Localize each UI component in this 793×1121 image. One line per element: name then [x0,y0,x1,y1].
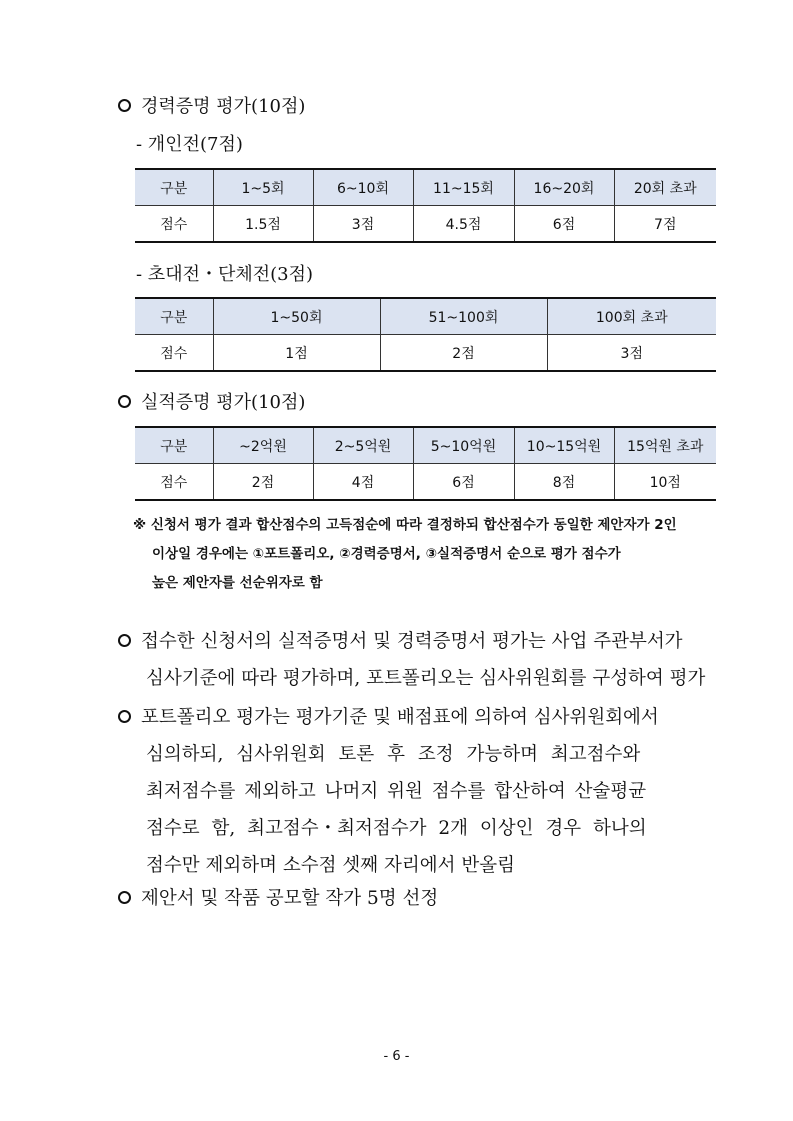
table-header-cell: 10~15억원 [514,427,614,464]
table-header-cell: ~2억원 [213,427,313,464]
table-row [135,206,716,243]
section-title: 실적증명 평가(10점) [141,392,306,413]
note-line: 이상일 경우에는 ①포트폴리오, ②경력증명서, ③실적증명서 순으로 평가 점수가 [152,546,621,562]
paragraph [118,627,683,653]
performance-table [135,426,716,501]
table-cell: 1.5점 [213,206,313,243]
table-header-cell: 구분 [135,169,213,206]
table-cell: 점수 [135,206,213,243]
table-header-cell: 51~100회 [380,298,547,335]
page-number: - 6 - [383,1049,410,1064]
circle-bullet-icon [118,99,131,112]
section-heading-career [118,92,305,118]
paragraph-line: 접수한 신청서의 실적증명서 및 경력증명서 평가는 사업 주관부서가 [141,631,683,652]
subheading-group: - 초대전・단체전(3점) [136,264,314,285]
table-header-cell: 구분 [135,298,213,335]
paragraph [118,884,438,910]
table-cell: 2점 [380,335,547,372]
paragraph-line: 점수로 함, 최고점수・최저점수가 2개 이상인 경우 하나의 [146,818,647,839]
career-group-table [135,297,716,372]
table-header-cell: 구분 [135,427,213,464]
table-header-cell: 1~50회 [213,298,380,335]
table-header-cell: 2~5억원 [313,427,413,464]
table-header-cell: 15억원 초과 [614,427,716,464]
paragraph-line: 심의하되, 심사위원회 토론 후 조정 가능하며 최고점수와 [146,744,641,765]
circle-bullet-icon [118,710,131,723]
note-block [133,511,677,598]
table-cell: 1점 [213,335,380,372]
note-line: ※ 신청서 평가 결과 합산점수의 고득점순에 따라 결정하되 합산점수가 동일한 제안자가 2인 [133,517,677,533]
table-cell: 3점 [313,206,413,243]
table-header-cell: 1~5회 [213,169,313,206]
table-header-cell: 16~20회 [514,169,614,206]
table-header-cell: 20회 초과 [614,169,716,206]
circle-bullet-icon [118,395,131,408]
table-header-row [135,298,716,335]
table-header-cell: 11~15회 [413,169,514,206]
table-cell: 7점 [614,206,716,243]
table-cell: 점수 [135,335,213,372]
subheading-solo: - 개인전(7점) [136,134,243,155]
paragraph-line: 포트폴리오 평가는 평가기준 및 배점표에 의하여 심사위원회에서 [141,707,659,728]
paragraph [118,703,659,729]
table-header-row [135,427,716,464]
table-cell: 4.5점 [413,206,514,243]
paragraph-line: 최저점수를 제외하고 나머지 위원 점수를 합산하여 산술평균 [146,781,647,802]
circle-bullet-icon [118,634,131,647]
table-header-cell: 6~10회 [313,169,413,206]
section-heading-performance [118,388,305,414]
career-solo-table [135,168,716,243]
table-cell: 3점 [547,335,716,372]
table-cell: 10점 [614,464,716,501]
table-cell: 6점 [514,206,614,243]
table-cell: 8점 [514,464,614,501]
paragraph-line: 점수만 제외하며 소수점 셋째 자리에서 반올림 [146,855,515,876]
table-cell: 점수 [135,464,213,501]
table-header-cell: 100회 초과 [547,298,716,335]
note-line: 높은 제안자를 선순위자로 함 [152,575,323,591]
table-header-row [135,169,716,206]
table-cell: 6점 [413,464,514,501]
section-title: 경력증명 평가(10점) [141,96,306,117]
paragraph-line: 심사기준에 따라 평가하며, 포트폴리오는 심사위원회를 구성하여 평가 [146,668,706,689]
table-header-cell: 5~10억원 [413,427,514,464]
table-row [135,335,716,372]
table-cell: 4점 [313,464,413,501]
table-cell: 2점 [213,464,313,501]
circle-bullet-icon [118,891,131,904]
table-row [135,464,716,501]
paragraph-line: 제안서 및 작품 공모할 작가 5명 선정 [141,888,439,909]
